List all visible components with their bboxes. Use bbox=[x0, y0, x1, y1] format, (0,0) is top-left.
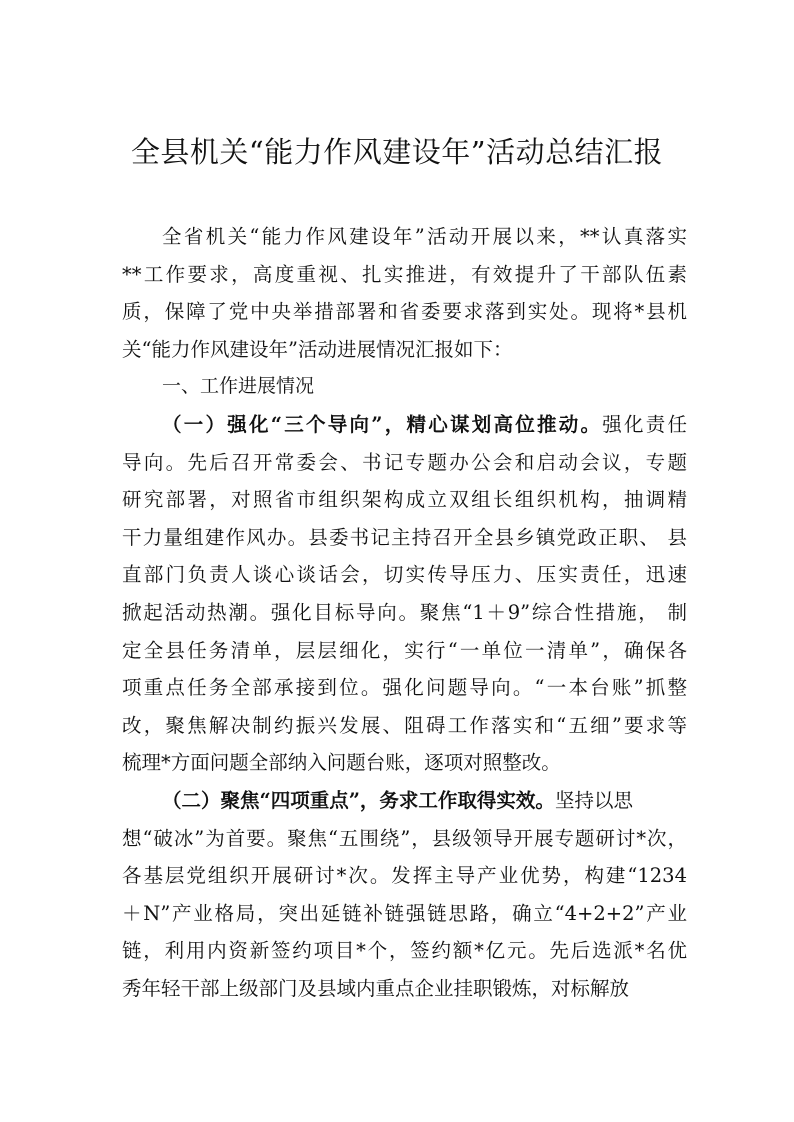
sub1-line: 掀起活动热潮。强化目标导向。聚焦“1＋9”综合性措施， 制 bbox=[122, 600, 687, 624]
document-title: 全县机关“能力作风建设年”活动总结汇报 bbox=[130, 135, 664, 169]
intro-line-2: **工作要求，高度重视、扎实推进，有效提升了干部队伍素 bbox=[122, 262, 687, 286]
sub2-first-line-rest: 坚持以思 bbox=[554, 788, 633, 812]
sub2-first-line bbox=[122, 782, 687, 820]
sub2-line: 链，利用内资新签约项目*个，签约额*亿元。先后选派*名优 bbox=[122, 939, 687, 963]
sub1-first-line bbox=[122, 406, 687, 444]
sub1-line: 直部门负责人谈心谈话会，切实传导压力、压实责任，迅速 bbox=[122, 563, 687, 587]
sub1-lead: （一）强化“三个导向”，精心谋划高位推动。 bbox=[162, 412, 603, 436]
intro-line-4: 关“能力作风建设年”活动进展情况汇报如下： bbox=[122, 337, 513, 361]
section-heading-1: 一、工作进展情况 bbox=[162, 375, 315, 398]
sub2-line: 秀年轻干部上级部门及县域内重点企业挂职锻炼，对标解放 bbox=[122, 976, 630, 1000]
sub1-line: 定全县任务清单，层层细化，实行“一单位一清单”，确保各 bbox=[122, 638, 687, 662]
sub1-line: 干力量组建作风办。县委书记主持召开全县乡镇党政正职、 县 bbox=[122, 525, 687, 549]
sub1-first-line-rest: 强化责任 bbox=[602, 412, 687, 436]
sub2-line: ＋N”产业格局，突出延链补链强链思路，确立“4+2+2”产业 bbox=[122, 901, 687, 925]
sub1-line: 研究部署，对照省市组织架构成立双组长组织机构，抽调精 bbox=[122, 488, 687, 512]
sub2-line: 各基层党组织开展研讨*次。发挥主导产业优势，构建“1234 bbox=[122, 864, 687, 888]
sub1-line: 导向。先后召开常委会、书记专题办公会和启动会议，专题 bbox=[122, 450, 687, 474]
intro-line-1: 全省机关“能力作风建设年”活动开展以来，**认真落实 bbox=[162, 225, 687, 248]
document-body bbox=[122, 218, 687, 1007]
sub2-lead: （二）聚焦“四项重点”，务求工作取得实效。 bbox=[162, 788, 555, 812]
sub2-line: 想“破冰”为首要。聚焦“五围绕”，县级领导开展专题研讨*次， bbox=[122, 826, 687, 850]
sub1-line: 梳理*方面问题全部纳入问题台账，逐项对照整改。 bbox=[122, 751, 561, 775]
intro-line-3: 质，保障了党中央举措部署和省委要求落到实处。现将*县机 bbox=[122, 300, 687, 324]
sub1-line: 项重点任务全部承接到位。强化问题导向。“一本台账”抓整 bbox=[122, 676, 687, 700]
sub1-line: 改，聚焦解决制约振兴发展、阻碍工作落实和“五细”要求等 bbox=[122, 713, 687, 737]
